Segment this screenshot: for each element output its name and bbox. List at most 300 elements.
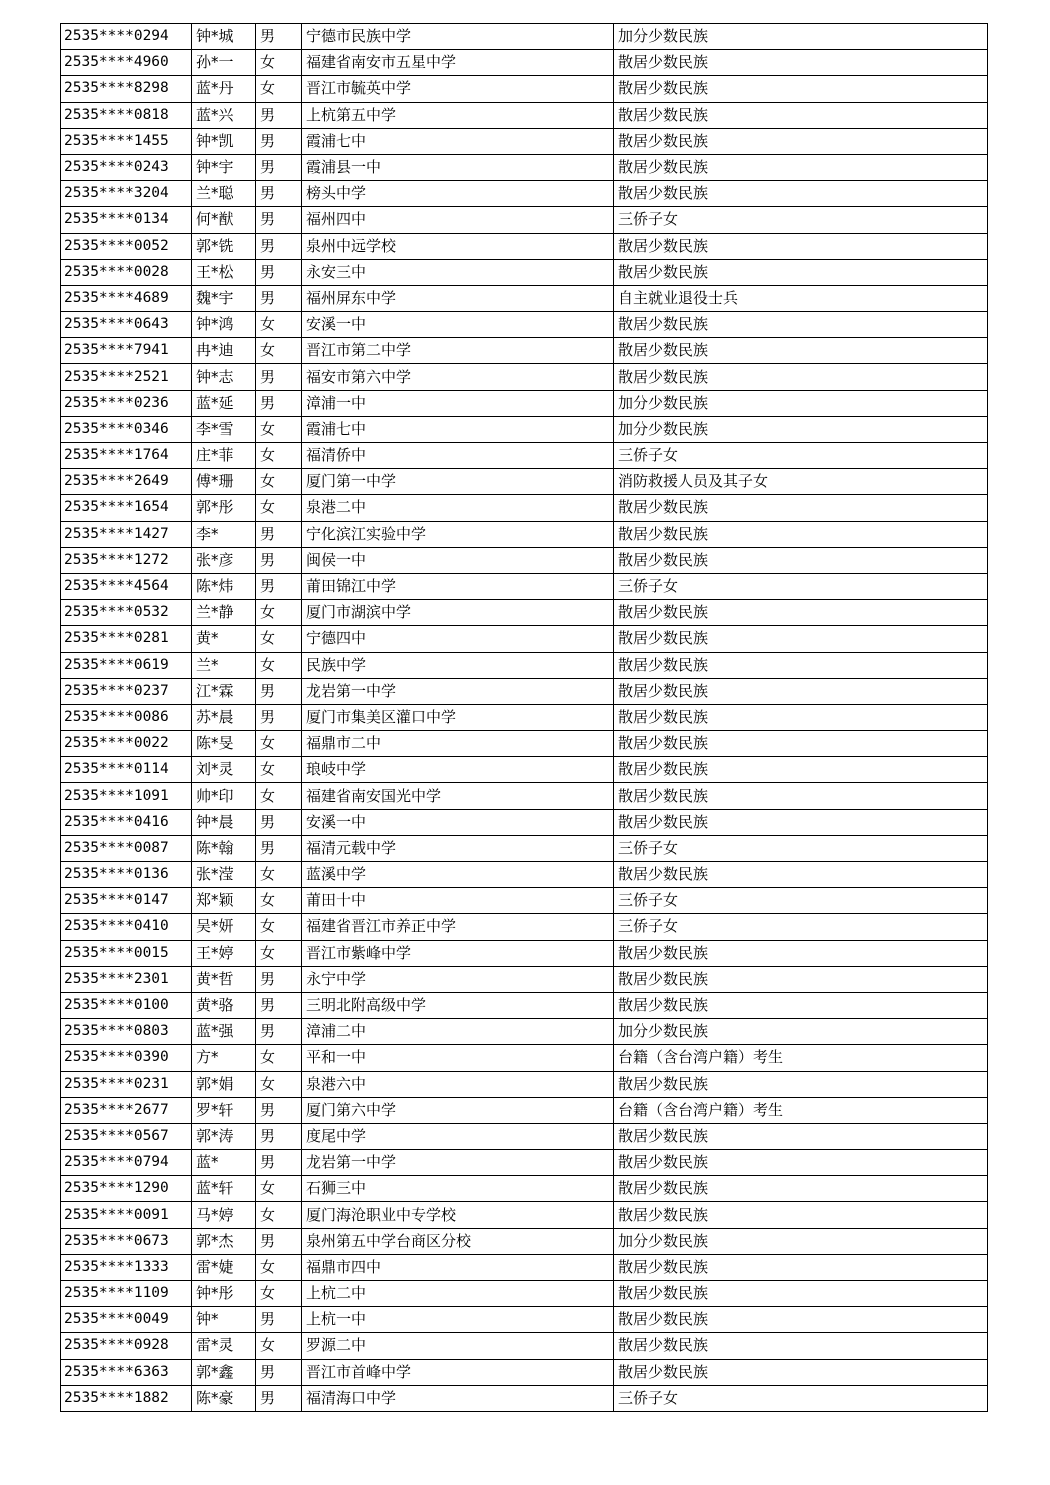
school-cell: 琅岐中学 bbox=[302, 757, 614, 783]
gender-cell: 女 bbox=[256, 50, 302, 76]
table-row bbox=[61, 1202, 988, 1228]
gender-cell: 男 bbox=[256, 992, 302, 1018]
category-cell: 散居少数民族 bbox=[614, 1176, 988, 1202]
gender-cell: 男 bbox=[256, 128, 302, 154]
table-row bbox=[61, 783, 988, 809]
gender-cell: 女 bbox=[256, 338, 302, 364]
gender-cell: 男 bbox=[256, 1097, 302, 1123]
gender-cell: 男 bbox=[256, 259, 302, 285]
table-row bbox=[61, 128, 988, 154]
student-name-cell: 郭*杰 bbox=[192, 1228, 256, 1254]
gender-cell: 男 bbox=[256, 102, 302, 128]
school-cell: 福清元载中学 bbox=[302, 835, 614, 861]
student-name-cell: 蓝*延 bbox=[192, 390, 256, 416]
candidate-id-cell: 2535****2521 bbox=[61, 364, 192, 390]
candidate-id-cell: 2535****0028 bbox=[61, 259, 192, 285]
school-cell: 福清侨中 bbox=[302, 443, 614, 469]
candidate-id-cell: 2535****1290 bbox=[61, 1176, 192, 1202]
candidate-id-cell: 2535****0243 bbox=[61, 154, 192, 180]
table-row bbox=[61, 1307, 988, 1333]
student-name-cell: 钟*晨 bbox=[192, 809, 256, 835]
category-cell: 自主就业退役士兵 bbox=[614, 285, 988, 311]
gender-cell: 女 bbox=[256, 757, 302, 783]
category-cell: 散居少数民族 bbox=[614, 966, 988, 992]
student-name-cell: 陈*炜 bbox=[192, 573, 256, 599]
candidate-id-cell: 2535****2649 bbox=[61, 469, 192, 495]
school-cell: 安溪一中 bbox=[302, 809, 614, 835]
candidate-id-cell: 2535****0390 bbox=[61, 1045, 192, 1071]
gender-cell: 男 bbox=[256, 966, 302, 992]
candidate-id-cell: 2535****0015 bbox=[61, 940, 192, 966]
category-cell: 散居少数民族 bbox=[614, 731, 988, 757]
candidate-id-cell: 2535****1764 bbox=[61, 443, 192, 469]
gender-cell: 女 bbox=[256, 495, 302, 521]
gender-cell: 男 bbox=[256, 809, 302, 835]
category-cell: 散居少数民族 bbox=[614, 102, 988, 128]
category-cell: 散居少数民族 bbox=[614, 364, 988, 390]
student-name-cell: 冉*迪 bbox=[192, 338, 256, 364]
candidate-id-cell: 2535****0532 bbox=[61, 600, 192, 626]
gender-cell: 男 bbox=[256, 704, 302, 730]
category-cell: 加分少数民族 bbox=[614, 24, 988, 50]
student-name-cell: 郭*铣 bbox=[192, 233, 256, 259]
student-name-cell: 钟*志 bbox=[192, 364, 256, 390]
school-cell: 晋江市紫峰中学 bbox=[302, 940, 614, 966]
category-cell: 三侨子女 bbox=[614, 573, 988, 599]
candidate-id-cell: 2535****0803 bbox=[61, 1019, 192, 1045]
category-cell: 散居少数民族 bbox=[614, 1254, 988, 1280]
student-name-cell: 黄* bbox=[192, 626, 256, 652]
category-cell: 散居少数民族 bbox=[614, 128, 988, 154]
school-cell: 霞浦七中 bbox=[302, 128, 614, 154]
table-row bbox=[61, 809, 988, 835]
gender-cell: 男 bbox=[256, 1228, 302, 1254]
student-name-cell: 郭*彤 bbox=[192, 495, 256, 521]
student-name-cell: 雷*灵 bbox=[192, 1333, 256, 1359]
school-cell: 平和一中 bbox=[302, 1045, 614, 1071]
school-cell: 晋江市第二中学 bbox=[302, 338, 614, 364]
table-row bbox=[61, 259, 988, 285]
table-row bbox=[61, 469, 988, 495]
category-cell: 三侨子女 bbox=[614, 914, 988, 940]
school-cell: 罗源二中 bbox=[302, 1333, 614, 1359]
candidate-id-cell: 2535****0052 bbox=[61, 233, 192, 259]
student-name-cell: 陈*翰 bbox=[192, 835, 256, 861]
table-row bbox=[61, 1071, 988, 1097]
category-cell: 台籍（含台湾户籍）考生 bbox=[614, 1097, 988, 1123]
category-cell: 散居少数民族 bbox=[614, 600, 988, 626]
school-cell: 厦门市集美区灌口中学 bbox=[302, 704, 614, 730]
candidate-id-cell: 2535****1109 bbox=[61, 1281, 192, 1307]
candidate-id-cell: 2535****0643 bbox=[61, 312, 192, 338]
school-cell: 民族中学 bbox=[302, 652, 614, 678]
gender-cell: 男 bbox=[256, 521, 302, 547]
school-cell: 福清海口中学 bbox=[302, 1385, 614, 1411]
school-cell: 漳浦一中 bbox=[302, 390, 614, 416]
table-row bbox=[61, 1176, 988, 1202]
student-name-cell: 陈*豪 bbox=[192, 1385, 256, 1411]
table-row bbox=[61, 1254, 988, 1280]
table-row bbox=[61, 1333, 988, 1359]
student-name-cell: 张*滢 bbox=[192, 862, 256, 888]
candidate-id-cell: 2535****1882 bbox=[61, 1385, 192, 1411]
school-cell: 莆田十中 bbox=[302, 888, 614, 914]
candidate-id-cell: 2535****0794 bbox=[61, 1150, 192, 1176]
gender-cell: 男 bbox=[256, 181, 302, 207]
table-row bbox=[61, 338, 988, 364]
candidate-id-cell: 2535****0236 bbox=[61, 390, 192, 416]
candidate-id-cell: 2535****0294 bbox=[61, 24, 192, 50]
student-name-cell: 蓝*强 bbox=[192, 1019, 256, 1045]
school-cell: 漳浦二中 bbox=[302, 1019, 614, 1045]
table-row bbox=[61, 678, 988, 704]
school-cell: 福鼎市四中 bbox=[302, 1254, 614, 1280]
category-cell: 散居少数民族 bbox=[614, 76, 988, 102]
category-cell: 三侨子女 bbox=[614, 207, 988, 233]
gender-cell: 男 bbox=[256, 835, 302, 861]
school-cell: 泉港六中 bbox=[302, 1071, 614, 1097]
gender-cell: 男 bbox=[256, 547, 302, 573]
student-name-cell: 雷*婕 bbox=[192, 1254, 256, 1280]
category-cell: 消防救援人员及其子女 bbox=[614, 469, 988, 495]
gender-cell: 女 bbox=[256, 862, 302, 888]
table-row bbox=[61, 1097, 988, 1123]
school-cell: 度尾中学 bbox=[302, 1123, 614, 1149]
category-cell: 散居少数民族 bbox=[614, 940, 988, 966]
candidate-id-cell: 2535****7941 bbox=[61, 338, 192, 364]
gender-cell: 男 bbox=[256, 1359, 302, 1385]
gender-cell: 男 bbox=[256, 1123, 302, 1149]
gender-cell: 女 bbox=[256, 1254, 302, 1280]
gender-cell: 女 bbox=[256, 76, 302, 102]
category-cell: 散居少数民族 bbox=[614, 233, 988, 259]
school-cell: 泉州中远学校 bbox=[302, 233, 614, 259]
category-cell: 散居少数民族 bbox=[614, 1359, 988, 1385]
candidate-id-cell: 2535****4564 bbox=[61, 573, 192, 599]
candidate-id-cell: 2535****0087 bbox=[61, 835, 192, 861]
category-cell: 散居少数民族 bbox=[614, 757, 988, 783]
candidate-id-cell: 2535****1455 bbox=[61, 128, 192, 154]
candidate-id-cell: 2535****1427 bbox=[61, 521, 192, 547]
gender-cell: 女 bbox=[256, 940, 302, 966]
school-cell: 厦门市湖滨中学 bbox=[302, 600, 614, 626]
gender-cell: 男 bbox=[256, 678, 302, 704]
table-row bbox=[61, 547, 988, 573]
candidate-id-cell: 2535****0346 bbox=[61, 416, 192, 442]
school-cell: 三明北附高级中学 bbox=[302, 992, 614, 1018]
candidate-id-cell: 2535****0673 bbox=[61, 1228, 192, 1254]
table-row bbox=[61, 914, 988, 940]
table-row bbox=[61, 416, 988, 442]
gender-cell: 男 bbox=[256, 285, 302, 311]
school-cell: 霞浦七中 bbox=[302, 416, 614, 442]
gender-cell: 男 bbox=[256, 1385, 302, 1411]
student-name-cell: 孙*一 bbox=[192, 50, 256, 76]
gender-cell: 男 bbox=[256, 390, 302, 416]
gender-cell: 男 bbox=[256, 24, 302, 50]
gender-cell: 女 bbox=[256, 1071, 302, 1097]
school-cell: 上杭第五中学 bbox=[302, 102, 614, 128]
school-cell: 龙岩第一中学 bbox=[302, 1150, 614, 1176]
school-cell: 宁德市民族中学 bbox=[302, 24, 614, 50]
category-cell: 散居少数民族 bbox=[614, 259, 988, 285]
student-name-cell: 傅*珊 bbox=[192, 469, 256, 495]
student-name-cell: 钟* bbox=[192, 1307, 256, 1333]
student-name-cell: 钟*城 bbox=[192, 24, 256, 50]
candidate-id-cell: 2535****0231 bbox=[61, 1071, 192, 1097]
student-name-cell: 蓝* bbox=[192, 1150, 256, 1176]
table-row bbox=[61, 495, 988, 521]
student-name-cell: 罗*轩 bbox=[192, 1097, 256, 1123]
category-cell: 散居少数民族 bbox=[614, 1071, 988, 1097]
category-cell: 散居少数民族 bbox=[614, 154, 988, 180]
gender-cell: 女 bbox=[256, 731, 302, 757]
school-cell: 福安市第六中学 bbox=[302, 364, 614, 390]
category-cell: 散居少数民族 bbox=[614, 1333, 988, 1359]
school-cell: 莆田锦江中学 bbox=[302, 573, 614, 599]
candidate-id-cell: 2535****0567 bbox=[61, 1123, 192, 1149]
candidate-id-cell: 2535****0086 bbox=[61, 704, 192, 730]
school-cell: 泉港二中 bbox=[302, 495, 614, 521]
student-name-cell: 蓝*丹 bbox=[192, 76, 256, 102]
table-row bbox=[61, 1281, 988, 1307]
student-name-cell: 王*松 bbox=[192, 259, 256, 285]
gender-cell: 女 bbox=[256, 1176, 302, 1202]
category-cell: 散居少数民族 bbox=[614, 338, 988, 364]
school-cell: 泉州第五中学台商区分校 bbox=[302, 1228, 614, 1254]
student-name-cell: 王*婷 bbox=[192, 940, 256, 966]
candidate-id-cell: 2535****0147 bbox=[61, 888, 192, 914]
category-cell: 加分少数民族 bbox=[614, 1228, 988, 1254]
table-row bbox=[61, 1150, 988, 1176]
student-name-cell: 帅*印 bbox=[192, 783, 256, 809]
category-cell: 散居少数民族 bbox=[614, 1307, 988, 1333]
student-name-cell: 魏*宇 bbox=[192, 285, 256, 311]
table-row bbox=[61, 154, 988, 180]
gender-cell: 男 bbox=[256, 573, 302, 599]
candidate-id-cell: 2535****0114 bbox=[61, 757, 192, 783]
category-cell: 散居少数民族 bbox=[614, 1123, 988, 1149]
table-row bbox=[61, 1123, 988, 1149]
candidate-id-cell: 2535****0619 bbox=[61, 652, 192, 678]
school-cell: 福州四中 bbox=[302, 207, 614, 233]
gender-cell: 女 bbox=[256, 626, 302, 652]
candidate-id-cell: 2535****0416 bbox=[61, 809, 192, 835]
table-row bbox=[61, 207, 988, 233]
table-row bbox=[61, 573, 988, 599]
school-cell: 永宁中学 bbox=[302, 966, 614, 992]
school-cell: 厦门第六中学 bbox=[302, 1097, 614, 1123]
student-name-cell: 方* bbox=[192, 1045, 256, 1071]
category-cell: 散居少数民族 bbox=[614, 1150, 988, 1176]
table-row bbox=[61, 835, 988, 861]
table-row bbox=[61, 731, 988, 757]
table-row bbox=[61, 1019, 988, 1045]
school-cell: 福鼎市二中 bbox=[302, 731, 614, 757]
gender-cell: 女 bbox=[256, 888, 302, 914]
school-cell: 福建省南安市五星中学 bbox=[302, 50, 614, 76]
gender-cell: 女 bbox=[256, 416, 302, 442]
category-cell: 加分少数民族 bbox=[614, 1019, 988, 1045]
candidate-id-cell: 2535****4689 bbox=[61, 285, 192, 311]
gender-cell: 男 bbox=[256, 1307, 302, 1333]
gender-cell: 女 bbox=[256, 1045, 302, 1071]
student-name-cell: 郑*颖 bbox=[192, 888, 256, 914]
table-row bbox=[61, 443, 988, 469]
gender-cell: 女 bbox=[256, 914, 302, 940]
student-name-cell: 蓝*兴 bbox=[192, 102, 256, 128]
school-cell: 晋江市首峰中学 bbox=[302, 1359, 614, 1385]
category-cell: 散居少数民族 bbox=[614, 783, 988, 809]
table-row bbox=[61, 76, 988, 102]
gender-cell: 女 bbox=[256, 783, 302, 809]
category-cell: 散居少数民族 bbox=[614, 521, 988, 547]
school-cell: 晋江市毓英中学 bbox=[302, 76, 614, 102]
candidate-id-cell: 2535****0928 bbox=[61, 1333, 192, 1359]
table-row bbox=[61, 992, 988, 1018]
school-cell: 厦门第一中学 bbox=[302, 469, 614, 495]
student-name-cell: 钟*凯 bbox=[192, 128, 256, 154]
gender-cell: 女 bbox=[256, 443, 302, 469]
candidate-id-cell: 2535****0410 bbox=[61, 914, 192, 940]
table-row bbox=[61, 862, 988, 888]
table-row bbox=[61, 600, 988, 626]
table-row bbox=[61, 24, 988, 50]
category-cell: 散居少数民族 bbox=[614, 704, 988, 730]
school-cell: 蓝溪中学 bbox=[302, 862, 614, 888]
table-row bbox=[61, 888, 988, 914]
category-cell: 台籍（含台湾户籍）考生 bbox=[614, 1045, 988, 1071]
table-row bbox=[61, 521, 988, 547]
category-cell: 散居少数民族 bbox=[614, 181, 988, 207]
student-name-cell: 苏*晨 bbox=[192, 704, 256, 730]
student-name-cell: 李*雪 bbox=[192, 416, 256, 442]
table-row bbox=[61, 1228, 988, 1254]
gender-cell: 男 bbox=[256, 207, 302, 233]
student-name-cell: 黄*骆 bbox=[192, 992, 256, 1018]
category-cell: 散居少数民族 bbox=[614, 50, 988, 76]
school-cell: 石狮三中 bbox=[302, 1176, 614, 1202]
category-cell: 三侨子女 bbox=[614, 1385, 988, 1411]
student-name-cell: 钟*彤 bbox=[192, 1281, 256, 1307]
category-cell: 散居少数民族 bbox=[614, 678, 988, 704]
gender-cell: 女 bbox=[256, 652, 302, 678]
student-name-cell: 李* bbox=[192, 521, 256, 547]
roster-body bbox=[61, 24, 988, 1412]
school-cell: 上杭二中 bbox=[302, 1281, 614, 1307]
student-name-cell: 刘*灵 bbox=[192, 757, 256, 783]
candidate-id-cell: 2535****0281 bbox=[61, 626, 192, 652]
candidate-id-cell: 2535****0134 bbox=[61, 207, 192, 233]
candidate-id-cell: 2535****1091 bbox=[61, 783, 192, 809]
candidate-id-cell: 2535****0091 bbox=[61, 1202, 192, 1228]
candidate-id-cell: 2535****0022 bbox=[61, 731, 192, 757]
school-cell: 厦门海沧职业中专学校 bbox=[302, 1202, 614, 1228]
table-row bbox=[61, 940, 988, 966]
student-name-cell: 陈*旻 bbox=[192, 731, 256, 757]
candidate-id-cell: 2535****1272 bbox=[61, 547, 192, 573]
student-name-cell: 郭*鑫 bbox=[192, 1359, 256, 1385]
category-cell: 散居少数民族 bbox=[614, 809, 988, 835]
student-name-cell: 兰* bbox=[192, 652, 256, 678]
school-cell: 福建省南安国光中学 bbox=[302, 783, 614, 809]
school-cell: 榜头中学 bbox=[302, 181, 614, 207]
table-row bbox=[61, 102, 988, 128]
student-name-cell: 吴*妍 bbox=[192, 914, 256, 940]
school-cell: 宁德四中 bbox=[302, 626, 614, 652]
candidate-id-cell: 2535****0136 bbox=[61, 862, 192, 888]
gender-cell: 女 bbox=[256, 469, 302, 495]
gender-cell: 男 bbox=[256, 1019, 302, 1045]
table-row bbox=[61, 233, 988, 259]
candidate-id-cell: 2535****2677 bbox=[61, 1097, 192, 1123]
table-row bbox=[61, 312, 988, 338]
student-name-cell: 庄*菲 bbox=[192, 443, 256, 469]
category-cell: 三侨子女 bbox=[614, 835, 988, 861]
student-name-cell: 何*猷 bbox=[192, 207, 256, 233]
category-cell: 散居少数民族 bbox=[614, 652, 988, 678]
candidate-id-cell: 2535****3204 bbox=[61, 181, 192, 207]
school-cell: 安溪一中 bbox=[302, 312, 614, 338]
candidate-id-cell: 2535****2301 bbox=[61, 966, 192, 992]
student-name-cell: 黄*哲 bbox=[192, 966, 256, 992]
category-cell: 散居少数民族 bbox=[614, 1202, 988, 1228]
student-name-cell: 兰*聪 bbox=[192, 181, 256, 207]
table-row bbox=[61, 50, 988, 76]
candidate-id-cell: 2535****1333 bbox=[61, 1254, 192, 1280]
category-cell: 加分少数民族 bbox=[614, 390, 988, 416]
gender-cell: 女 bbox=[256, 1281, 302, 1307]
gender-cell: 女 bbox=[256, 1333, 302, 1359]
candidate-id-cell: 2535****0237 bbox=[61, 678, 192, 704]
student-name-cell: 蓝*轩 bbox=[192, 1176, 256, 1202]
school-cell: 福州屏东中学 bbox=[302, 285, 614, 311]
gender-cell: 男 bbox=[256, 154, 302, 180]
category-cell: 三侨子女 bbox=[614, 888, 988, 914]
gender-cell: 男 bbox=[256, 233, 302, 259]
gender-cell: 男 bbox=[256, 1150, 302, 1176]
candidate-id-cell: 2535****4960 bbox=[61, 50, 192, 76]
school-cell: 龙岩第一中学 bbox=[302, 678, 614, 704]
student-name-cell: 马*婷 bbox=[192, 1202, 256, 1228]
category-cell: 散居少数民族 bbox=[614, 312, 988, 338]
gender-cell: 女 bbox=[256, 600, 302, 626]
table-row bbox=[61, 966, 988, 992]
school-cell: 永安三中 bbox=[302, 259, 614, 285]
student-roster-table bbox=[60, 23, 988, 1412]
school-cell: 宁化滨江实验中学 bbox=[302, 521, 614, 547]
category-cell: 散居少数民族 bbox=[614, 547, 988, 573]
student-name-cell: 钟*宇 bbox=[192, 154, 256, 180]
school-cell: 闽侯一中 bbox=[302, 547, 614, 573]
student-name-cell: 张*彦 bbox=[192, 547, 256, 573]
student-name-cell: 郭*娟 bbox=[192, 1071, 256, 1097]
table-row bbox=[61, 1045, 988, 1071]
category-cell: 散居少数民族 bbox=[614, 992, 988, 1018]
student-name-cell: 兰*静 bbox=[192, 600, 256, 626]
table-row bbox=[61, 181, 988, 207]
candidate-id-cell: 2535****0818 bbox=[61, 102, 192, 128]
student-name-cell: 钟*鸿 bbox=[192, 312, 256, 338]
student-name-cell: 江*霖 bbox=[192, 678, 256, 704]
table-row bbox=[61, 704, 988, 730]
candidate-id-cell: 2535****0049 bbox=[61, 1307, 192, 1333]
gender-cell: 男 bbox=[256, 364, 302, 390]
student-name-cell: 郭*涛 bbox=[192, 1123, 256, 1149]
candidate-id-cell: 2535****1654 bbox=[61, 495, 192, 521]
candidate-id-cell: 2535****8298 bbox=[61, 76, 192, 102]
table-row bbox=[61, 285, 988, 311]
